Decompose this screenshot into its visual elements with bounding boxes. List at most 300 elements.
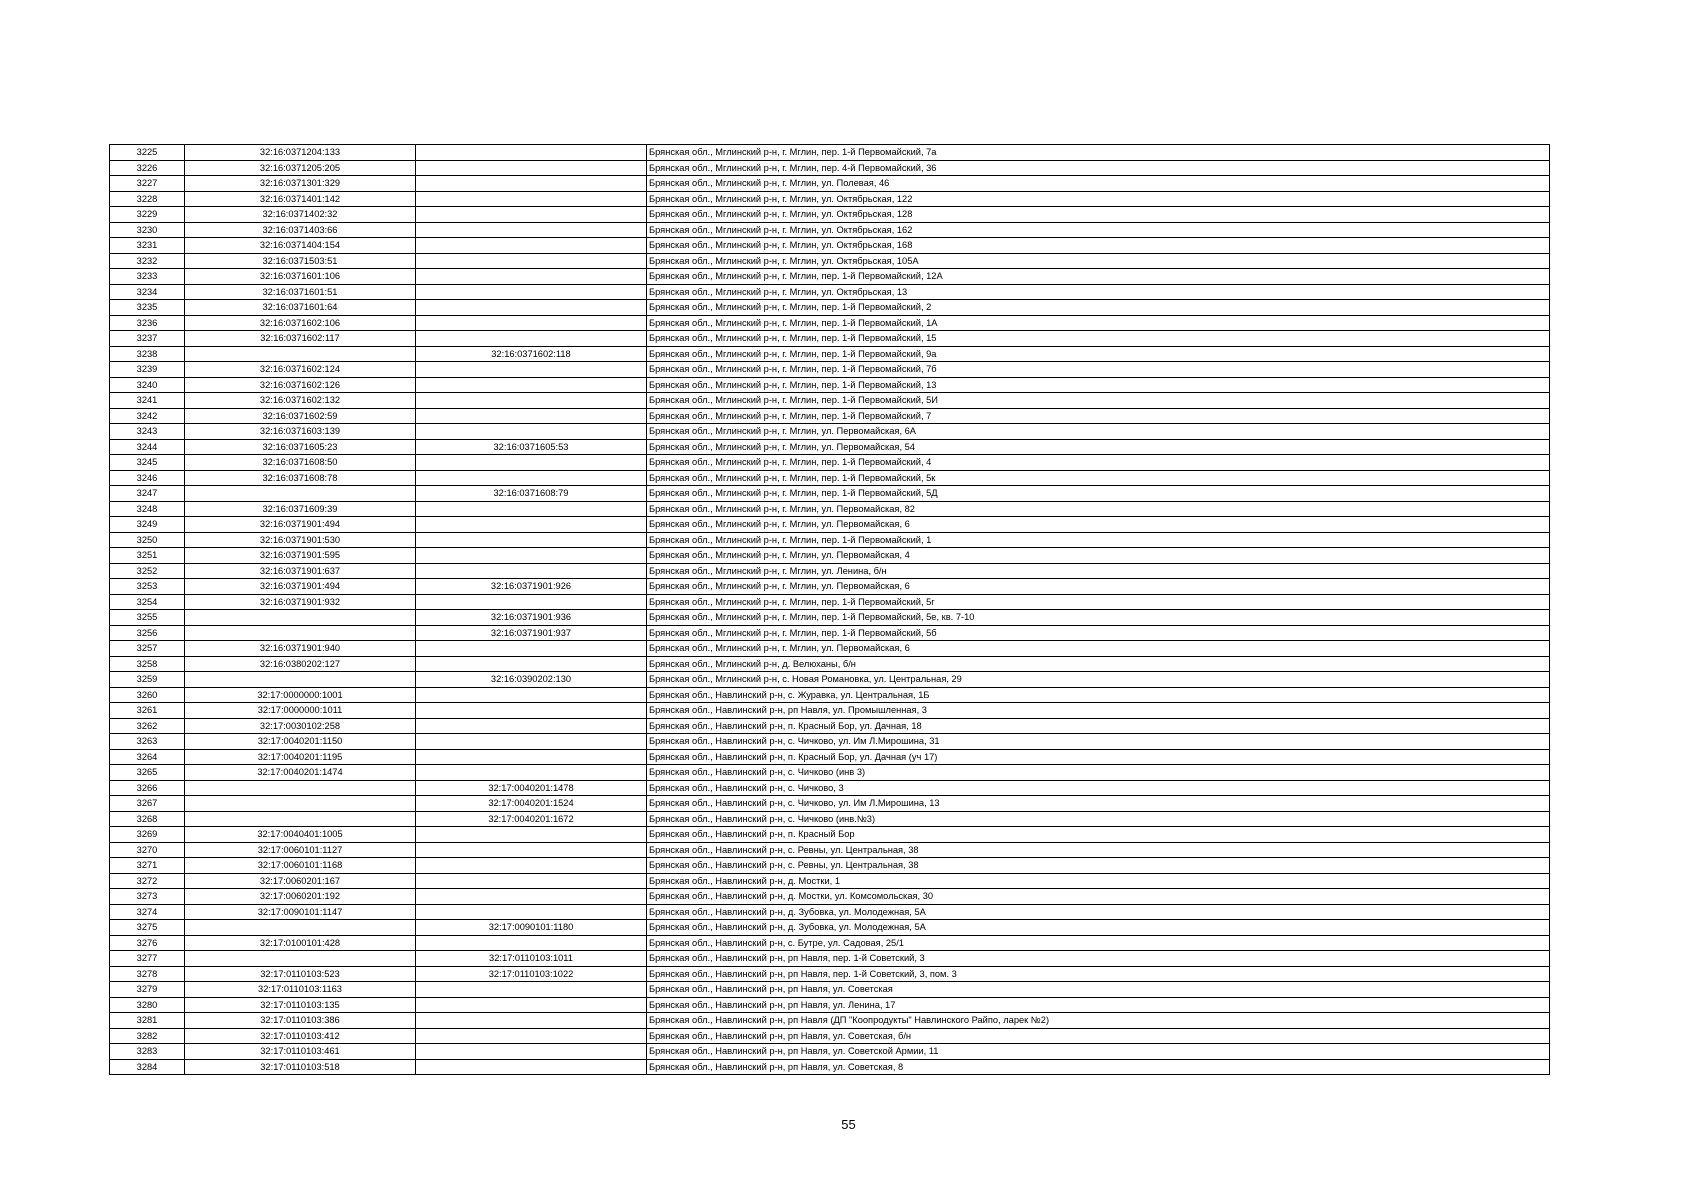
address-cell: Брянская обл., Навлинский р-н, с. Чичково (инв 3)	[647, 765, 1550, 781]
cadastral-number-cell: 32:16:0371901:494	[185, 579, 416, 595]
row-number-cell: 3243	[110, 424, 185, 440]
cadastral-number-cell	[185, 672, 416, 688]
row-number-cell: 3234	[110, 284, 185, 300]
table-row	[110, 238, 1550, 254]
cadastral-number-cell: 32:17:0060101:1168	[185, 858, 416, 874]
address-cell: Брянская обл., Мглинский р-н, г. Мглин, ул. Первомайская, 6А	[647, 424, 1550, 440]
cadastral-number-cell: 32:16:0371901:637	[185, 563, 416, 579]
address-cell: Брянская обл., Навлинский р-н, рп Навля, ул. Советская, 8	[647, 1059, 1550, 1075]
related-cadastral-number-cell: 32:16:0371901:937	[416, 625, 647, 641]
row-number-cell: 3233	[110, 269, 185, 285]
row-number-cell: 3264	[110, 749, 185, 765]
address-cell: Брянская обл., Навлинский р-н, рп Навля, ул. Советская, б/н	[647, 1028, 1550, 1044]
related-cadastral-number-cell: 32:16:0371602:118	[416, 346, 647, 362]
row-number-cell: 3238	[110, 346, 185, 362]
cadastral-number-cell: 32:17:0060201:167	[185, 873, 416, 889]
row-number-cell: 3239	[110, 362, 185, 378]
related-cadastral-number-cell	[416, 765, 647, 781]
row-number-cell: 3241	[110, 393, 185, 409]
address-cell: Брянская обл., Мглинский р-н, г. Мглин, ул. Первомайская, 54	[647, 439, 1550, 455]
related-cadastral-number-cell	[416, 253, 647, 269]
address-cell: Брянская обл., Мглинский р-н, г. Мглин, ул. Первомайская, 6	[647, 579, 1550, 595]
row-number-cell: 3276	[110, 935, 185, 951]
cadastral-number-cell: 32:16:0371601:64	[185, 300, 416, 316]
cadastral-number-cell: 32:16:0380202:127	[185, 656, 416, 672]
row-number-cell: 3261	[110, 703, 185, 719]
row-number-cell: 3251	[110, 548, 185, 564]
table-row	[110, 951, 1550, 967]
cadastral-number-cell	[185, 346, 416, 362]
table-row	[110, 1059, 1550, 1075]
table-row	[110, 966, 1550, 982]
table-row	[110, 1044, 1550, 1060]
table-row	[110, 703, 1550, 719]
related-cadastral-number-cell	[416, 1044, 647, 1060]
cadastral-number-cell: 32:16:0371901:494	[185, 517, 416, 533]
row-number-cell: 3256	[110, 625, 185, 641]
related-cadastral-number-cell	[416, 997, 647, 1013]
related-cadastral-number-cell	[416, 1013, 647, 1029]
row-number-cell: 3244	[110, 439, 185, 455]
row-number-cell: 3252	[110, 563, 185, 579]
cadastral-number-cell: 32:17:0060101:1127	[185, 842, 416, 858]
table-row	[110, 904, 1550, 920]
address-cell: Брянская обл., Навлинский р-н, с. Журавка, ул. Центральная, 1Б	[647, 687, 1550, 703]
table-row	[110, 439, 1550, 455]
table-row	[110, 641, 1550, 657]
table-row	[110, 811, 1550, 827]
related-cadastral-number-cell	[416, 858, 647, 874]
table-row	[110, 656, 1550, 672]
table-row	[110, 362, 1550, 378]
table-row	[110, 207, 1550, 223]
table-row	[110, 1028, 1550, 1044]
cadastral-number-cell: 32:16:0371602:126	[185, 377, 416, 393]
table-row	[110, 982, 1550, 998]
table-row	[110, 1013, 1550, 1029]
cadastral-number-cell: 32:16:0371602:106	[185, 315, 416, 331]
address-cell: Брянская обл., Мглинский р-н, г. Мглин, пер. 1-й Первомайский, 15	[647, 331, 1550, 347]
cadastral-number-cell: 32:16:0371205:205	[185, 160, 416, 176]
row-number-cell: 3227	[110, 176, 185, 192]
cadastral-number-cell: 32:16:0371603:139	[185, 424, 416, 440]
row-number-cell: 3245	[110, 455, 185, 471]
address-cell: Брянская обл., Мглинский р-н, г. Мглин, пер. 1-й Первомайский, 2	[647, 300, 1550, 316]
row-number-cell: 3240	[110, 377, 185, 393]
cadastral-number-cell	[185, 486, 416, 502]
related-cadastral-number-cell	[416, 563, 647, 579]
address-cell: Брянская обл., Навлинский р-н, с. Ревны, ул. Центральная, 38	[647, 842, 1550, 858]
related-cadastral-number-cell	[416, 377, 647, 393]
table-row	[110, 920, 1550, 936]
table-row	[110, 842, 1550, 858]
table-row	[110, 687, 1550, 703]
row-number-cell: 3232	[110, 253, 185, 269]
address-cell: Брянская обл., Мглинский р-н, д. Велюханы, б/н	[647, 656, 1550, 672]
table-row	[110, 610, 1550, 626]
address-cell: Брянская обл., Мглинский р-н, г. Мглин, пер. 1-й Первомайский, 5к	[647, 470, 1550, 486]
cadastral-number-cell	[185, 811, 416, 827]
related-cadastral-number-cell	[416, 687, 647, 703]
table-row	[110, 284, 1550, 300]
address-cell: Брянская обл., Навлинский р-н, с. Чичково, ул. Им Л.Мирошина, 13	[647, 796, 1550, 812]
row-number-cell: 3272	[110, 873, 185, 889]
address-cell: Брянская обл., Навлинский р-н, п. Красный Бор, ул. Дачная, 18	[647, 718, 1550, 734]
row-number-cell: 3267	[110, 796, 185, 812]
registry-table	[109, 144, 1550, 1075]
related-cadastral-number-cell: 32:16:0371608:79	[416, 486, 647, 502]
address-cell: Брянская обл., Мглинский р-н, г. Мглин, ул. Октябрьская, 105А	[647, 253, 1550, 269]
row-number-cell: 3278	[110, 966, 185, 982]
address-cell: Брянская обл., Навлинский р-н, д. Зубовка, ул. Молодежная, 5А	[647, 904, 1550, 920]
related-cadastral-number-cell	[416, 935, 647, 951]
table-row	[110, 160, 1550, 176]
address-cell: Брянская обл., Мглинский р-н, с. Новая Романовка, ул. Центральная, 29	[647, 672, 1550, 688]
related-cadastral-number-cell	[416, 331, 647, 347]
related-cadastral-number-cell	[416, 424, 647, 440]
address-cell: Брянская обл., Навлинский р-н, рп Навля, ул. Советская	[647, 982, 1550, 998]
table-row	[110, 718, 1550, 734]
table-row	[110, 672, 1550, 688]
cadastral-number-cell: 32:17:0000000:1011	[185, 703, 416, 719]
related-cadastral-number-cell: 32:17:0040201:1524	[416, 796, 647, 812]
row-number-cell: 3273	[110, 889, 185, 905]
related-cadastral-number-cell	[416, 1059, 647, 1075]
table-row	[110, 331, 1550, 347]
cadastral-number-cell: 32:16:0371602:59	[185, 408, 416, 424]
table-row	[110, 749, 1550, 765]
table-row	[110, 145, 1550, 161]
row-number-cell: 3263	[110, 734, 185, 750]
table-row	[110, 548, 1550, 564]
row-number-cell: 3262	[110, 718, 185, 734]
address-cell: Брянская обл., Навлинский р-н, рп Навля, ул. Советской Армии, 11	[647, 1044, 1550, 1060]
row-number-cell: 3258	[110, 656, 185, 672]
address-cell: Брянская обл., Навлинский р-н, д. Мостки, 1	[647, 873, 1550, 889]
address-cell: Брянская обл., Мглинский р-н, г. Мглин, пер. 1-й Первомайский, 5г	[647, 594, 1550, 610]
row-number-cell: 3249	[110, 517, 185, 533]
cadastral-number-cell: 32:17:0040201:1474	[185, 765, 416, 781]
address-cell: Брянская обл., Мглинский р-н, г. Мглин, ул. Октябрьская, 13	[647, 284, 1550, 300]
cadastral-number-cell: 32:17:0000000:1001	[185, 687, 416, 703]
page-number: 55	[841, 1117, 856, 1132]
address-cell: Брянская обл., Навлинский р-н, с. Ревны, ул. Центральная, 38	[647, 858, 1550, 874]
row-number-cell: 3281	[110, 1013, 185, 1029]
row-number-cell: 3225	[110, 145, 185, 161]
related-cadastral-number-cell	[416, 718, 647, 734]
related-cadastral-number-cell: 32:17:0090101:1180	[416, 920, 647, 936]
row-number-cell: 3237	[110, 331, 185, 347]
table-row	[110, 455, 1550, 471]
related-cadastral-number-cell	[416, 501, 647, 517]
address-cell: Брянская обл., Навлинский р-н, с. Чичково, ул. Им Л.Мирошина, 31	[647, 734, 1550, 750]
related-cadastral-number-cell	[416, 315, 647, 331]
related-cadastral-number-cell	[416, 160, 647, 176]
row-number-cell: 3266	[110, 780, 185, 796]
table-row	[110, 935, 1550, 951]
address-cell: Брянская обл., Мглинский р-н, г. Мглин, ул. Первомайская, 6	[647, 641, 1550, 657]
related-cadastral-number-cell	[416, 517, 647, 533]
row-number-cell: 3247	[110, 486, 185, 502]
related-cadastral-number-cell: 32:17:0110103:1011	[416, 951, 647, 967]
address-cell: Брянская обл., Навлинский р-н, рп Навля, ул. Промышленная, 3	[647, 703, 1550, 719]
address-cell: Брянская обл., Навлинский р-н, рп Навля, ул. Ленина, 17	[647, 997, 1550, 1013]
related-cadastral-number-cell	[416, 641, 647, 657]
cadastral-number-cell: 32:17:0030102:258	[185, 718, 416, 734]
row-number-cell: 3270	[110, 842, 185, 858]
cadastral-number-cell: 32:16:0371601:51	[185, 284, 416, 300]
address-cell: Брянская обл., Навлинский р-н, рп Навля (ДП "Коопродукты" Навлинского Райпо, ларек №2)	[647, 1013, 1550, 1029]
cadastral-number-cell: 32:16:0371608:78	[185, 470, 416, 486]
cadastral-number-cell: 32:16:0371901:530	[185, 532, 416, 548]
cadastral-number-cell: 32:16:0371401:142	[185, 191, 416, 207]
cadastral-number-cell: 32:17:0060201:192	[185, 889, 416, 905]
table-row	[110, 579, 1550, 595]
cadastral-number-cell: 32:17:0110103:135	[185, 997, 416, 1013]
address-cell: Брянская обл., Мглинский р-н, г. Мглин, ул. Октябрьская, 162	[647, 222, 1550, 238]
cadastral-number-cell: 32:16:0371602:132	[185, 393, 416, 409]
address-cell: Брянская обл., Мглинский р-н, г. Мглин, ул. Первомайская, 6	[647, 517, 1550, 533]
address-cell: Брянская обл., Навлинский р-н, с. Чичково (инв.№3)	[647, 811, 1550, 827]
cadastral-number-cell: 32:17:0040401:1005	[185, 827, 416, 843]
table-row	[110, 408, 1550, 424]
address-cell: Брянская обл., Мглинский р-н, г. Мглин, пер. 1-й Первомайский, 1А	[647, 315, 1550, 331]
address-cell: Брянская обл., Мглинский р-н, г. Мглин, пер. 4-й Первомайский, 36	[647, 160, 1550, 176]
cadastral-number-cell: 32:16:0371901:940	[185, 641, 416, 657]
related-cadastral-number-cell	[416, 393, 647, 409]
cadastral-number-cell: 32:16:0371605:23	[185, 439, 416, 455]
table-row	[110, 563, 1550, 579]
table-row	[110, 734, 1550, 750]
row-number-cell: 3282	[110, 1028, 185, 1044]
table-row	[110, 424, 1550, 440]
cadastral-number-cell: 32:17:0110103:461	[185, 1044, 416, 1060]
row-number-cell: 3280	[110, 997, 185, 1013]
row-number-cell: 3254	[110, 594, 185, 610]
related-cadastral-number-cell	[416, 207, 647, 223]
table-row	[110, 858, 1550, 874]
row-number-cell: 3265	[110, 765, 185, 781]
address-cell: Брянская обл., Мглинский р-н, г. Мглин, пер. 1-й Первомайский, 7а	[647, 145, 1550, 161]
registry-table-body	[110, 145, 1550, 1075]
address-cell: Брянская обл., Мглинский р-н, г. Мглин, ул. Ленина, б/н	[647, 563, 1550, 579]
related-cadastral-number-cell: 32:16:0371605:53	[416, 439, 647, 455]
cadastral-number-cell: 32:16:0371602:124	[185, 362, 416, 378]
table-row	[110, 501, 1550, 517]
address-cell: Брянская обл., Мглинский р-н, г. Мглин, пер. 1-й Первомайский, 5е, кв. 7-10	[647, 610, 1550, 626]
related-cadastral-number-cell	[416, 548, 647, 564]
table-row	[110, 796, 1550, 812]
row-number-cell: 3250	[110, 532, 185, 548]
related-cadastral-number-cell: 32:16:0390202:130	[416, 672, 647, 688]
row-number-cell: 3226	[110, 160, 185, 176]
address-cell: Брянская обл., Мглинский р-н, г. Мглин, ул. Октябрьская, 128	[647, 207, 1550, 223]
address-cell: Брянская обл., Мглинский р-н, г. Мглин, ул. Октябрьская, 122	[647, 191, 1550, 207]
related-cadastral-number-cell	[416, 703, 647, 719]
related-cadastral-number-cell	[416, 408, 647, 424]
related-cadastral-number-cell	[416, 904, 647, 920]
related-cadastral-number-cell	[416, 1028, 647, 1044]
cadastral-number-cell: 32:17:0110103:386	[185, 1013, 416, 1029]
cadastral-number-cell: 32:17:0110103:523	[185, 966, 416, 982]
table-row	[110, 393, 1550, 409]
row-number-cell: 3259	[110, 672, 185, 688]
address-cell: Брянская обл., Навлинский р-н, с. Чичково, 3	[647, 780, 1550, 796]
table-row	[110, 873, 1550, 889]
address-cell: Брянская обл., Мглинский р-н, г. Мглин, пер. 1-й Первомайский, 12А	[647, 269, 1550, 285]
cadastral-number-cell: 32:17:0110103:518	[185, 1059, 416, 1075]
table-row	[110, 191, 1550, 207]
row-number-cell: 3268	[110, 811, 185, 827]
cadastral-number-cell: 32:17:0100101:428	[185, 935, 416, 951]
row-number-cell: 3253	[110, 579, 185, 595]
cadastral-number-cell: 32:16:0371608:50	[185, 455, 416, 471]
cadastral-number-cell: 32:16:0371602:117	[185, 331, 416, 347]
cadastral-number-cell	[185, 780, 416, 796]
row-number-cell: 3235	[110, 300, 185, 316]
cadastral-number-cell: 32:16:0371403:66	[185, 222, 416, 238]
cadastral-number-cell	[185, 920, 416, 936]
related-cadastral-number-cell: 32:16:0371901:936	[416, 610, 647, 626]
row-number-cell: 3255	[110, 610, 185, 626]
table-row	[110, 346, 1550, 362]
address-cell: Брянская обл., Мглинский р-н, г. Мглин, ул. Полевая, 46	[647, 176, 1550, 192]
table-row	[110, 532, 1550, 548]
related-cadastral-number-cell	[416, 594, 647, 610]
address-cell: Брянская обл., Мглинский р-н, г. Мглин, пер. 1-й Первомайский, 13	[647, 377, 1550, 393]
related-cadastral-number-cell	[416, 362, 647, 378]
row-number-cell: 3231	[110, 238, 185, 254]
row-number-cell: 3242	[110, 408, 185, 424]
cadastral-number-cell	[185, 610, 416, 626]
table-row	[110, 300, 1550, 316]
table-row	[110, 765, 1550, 781]
address-cell: Брянская обл., Мглинский р-н, г. Мглин, пер. 1-й Первомайский, 1	[647, 532, 1550, 548]
cadastral-number-cell	[185, 625, 416, 641]
cadastral-number-cell: 32:16:0371601:106	[185, 269, 416, 285]
table-row	[110, 594, 1550, 610]
address-cell: Брянская обл., Навлинский р-н, рп Навля, пер. 1-й Советский, 3, пом. 3	[647, 966, 1550, 982]
cadastral-number-cell	[185, 951, 416, 967]
table-row	[110, 269, 1550, 285]
table-row	[110, 470, 1550, 486]
related-cadastral-number-cell	[416, 470, 647, 486]
cadastral-number-cell: 32:17:0110103:1163	[185, 982, 416, 998]
address-cell: Брянская обл., Мглинский р-н, г. Мглин, пер. 1-й Первомайский, 9а	[647, 346, 1550, 362]
row-number-cell: 3248	[110, 501, 185, 517]
row-number-cell: 3279	[110, 982, 185, 998]
row-number-cell: 3275	[110, 920, 185, 936]
related-cadastral-number-cell	[416, 749, 647, 765]
row-number-cell: 3277	[110, 951, 185, 967]
cadastral-number-cell: 32:16:0371901:932	[185, 594, 416, 610]
related-cadastral-number-cell	[416, 827, 647, 843]
row-number-cell: 3271	[110, 858, 185, 874]
related-cadastral-number-cell	[416, 191, 647, 207]
address-cell: Брянская обл., Навлинский р-н, п. Красный Бор, ул. Дачная (уч 17)	[647, 749, 1550, 765]
related-cadastral-number-cell	[416, 734, 647, 750]
related-cadastral-number-cell: 32:17:0110103:1022	[416, 966, 647, 982]
address-cell: Брянская обл., Мглинский р-н, г. Мглин, пер. 1-й Первомайский, 5И	[647, 393, 1550, 409]
related-cadastral-number-cell	[416, 145, 647, 161]
table-row	[110, 997, 1550, 1013]
cadastral-number-cell: 32:16:0371404:154	[185, 238, 416, 254]
row-number-cell: 3246	[110, 470, 185, 486]
related-cadastral-number-cell	[416, 269, 647, 285]
related-cadastral-number-cell	[416, 300, 647, 316]
related-cadastral-number-cell	[416, 982, 647, 998]
related-cadastral-number-cell	[416, 284, 647, 300]
related-cadastral-number-cell: 32:17:0040201:1478	[416, 780, 647, 796]
cadastral-number-cell: 32:16:0371901:595	[185, 548, 416, 564]
address-cell: Брянская обл., Мглинский р-н, г. Мглин, ул. Первомайская, 82	[647, 501, 1550, 517]
related-cadastral-number-cell	[416, 238, 647, 254]
table-row	[110, 315, 1550, 331]
related-cadastral-number-cell	[416, 656, 647, 672]
table-row	[110, 517, 1550, 533]
address-cell: Брянская обл., Мглинский р-н, г. Мглин, пер. 1-й Первомайский, 7	[647, 408, 1550, 424]
related-cadastral-number-cell	[416, 222, 647, 238]
related-cadastral-number-cell	[416, 176, 647, 192]
cadastral-number-cell: 32:16:0371301:329	[185, 176, 416, 192]
cadastral-number-cell: 32:17:0040201:1195	[185, 749, 416, 765]
related-cadastral-number-cell	[416, 532, 647, 548]
table-row	[110, 176, 1550, 192]
address-cell: Брянская обл., Навлинский р-н, д. Зубовка, ул. Молодежная, 5А	[647, 920, 1550, 936]
row-number-cell: 3230	[110, 222, 185, 238]
row-number-cell: 3229	[110, 207, 185, 223]
table-row	[110, 253, 1550, 269]
row-number-cell: 3283	[110, 1044, 185, 1060]
row-number-cell: 3269	[110, 827, 185, 843]
cadastral-number-cell: 32:17:0110103:412	[185, 1028, 416, 1044]
table-row	[110, 377, 1550, 393]
related-cadastral-number-cell	[416, 842, 647, 858]
table-row	[110, 486, 1550, 502]
related-cadastral-number-cell	[416, 889, 647, 905]
row-number-cell: 3260	[110, 687, 185, 703]
address-cell: Брянская обл., Мглинский р-н, г. Мглин, пер. 1-й Первомайский, 5Д	[647, 486, 1550, 502]
cadastral-number-cell: 32:16:0371503:51	[185, 253, 416, 269]
cadastral-number-cell: 32:16:0371204:133	[185, 145, 416, 161]
table-row	[110, 827, 1550, 843]
table-row	[110, 625, 1550, 641]
related-cadastral-number-cell: 32:17:0040201:1672	[416, 811, 647, 827]
cadastral-number-cell: 32:16:0371609:39	[185, 501, 416, 517]
related-cadastral-number-cell	[416, 873, 647, 889]
related-cadastral-number-cell	[416, 455, 647, 471]
address-cell: Брянская обл., Мглинский р-н, г. Мглин, пер. 1-й Первомайский, 4	[647, 455, 1550, 471]
related-cadastral-number-cell: 32:16:0371901:926	[416, 579, 647, 595]
table-row	[110, 780, 1550, 796]
cadastral-number-cell: 32:17:0090101:1147	[185, 904, 416, 920]
address-cell: Брянская обл., Мглинский р-н, г. Мглин, пер. 1-й Первомайский, 5б	[647, 625, 1550, 641]
row-number-cell: 3236	[110, 315, 185, 331]
row-number-cell: 3257	[110, 641, 185, 657]
table-row	[110, 222, 1550, 238]
cadastral-number-cell: 32:17:0040201:1150	[185, 734, 416, 750]
cadastral-number-cell	[185, 796, 416, 812]
address-cell: Брянская обл., Мглинский р-н, г. Мглин, пер. 1-й Первомайский, 7б	[647, 362, 1550, 378]
address-cell: Брянская обл., Мглинский р-н, г. Мглин, ул. Октябрьская, 168	[647, 238, 1550, 254]
row-number-cell: 3228	[110, 191, 185, 207]
address-cell: Брянская обл., Навлинский р-н, д. Мостки, ул. Комсомольская, 30	[647, 889, 1550, 905]
table-row	[110, 889, 1550, 905]
row-number-cell: 3284	[110, 1059, 185, 1075]
address-cell: Брянская обл., Навлинский р-н, п. Красный Бор	[647, 827, 1550, 843]
address-cell: Брянская обл., Мглинский р-н, г. Мглин, ул. Первомайская, 4	[647, 548, 1550, 564]
address-cell: Брянская обл., Навлинский р-н, рп Навля, пер. 1-й Советский, 3	[647, 951, 1550, 967]
